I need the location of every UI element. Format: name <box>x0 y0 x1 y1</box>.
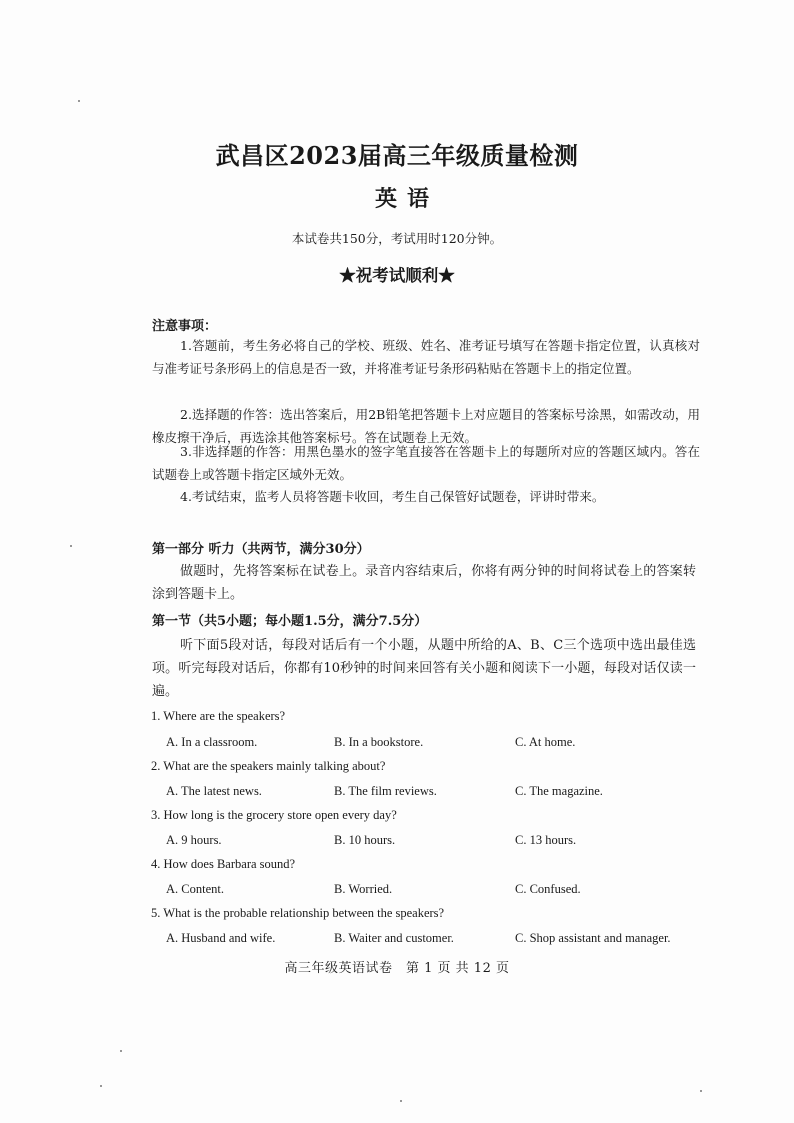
section1-instruction: 听下面5段对话，每段对话后有一个小题，从题中所给的A、B、C三个选项中选出最佳选项。听完每段对话后，你都有10秒钟的时间来回答有关小题和阅读下一小题，每段对话仅读一遍。 <box>152 638 696 699</box>
scan-speck <box>70 545 72 547</box>
scan-speck <box>78 100 80 102</box>
question-2-option-a: A. The latest news. <box>166 784 262 798</box>
question-2: 2. What are the speakers mainly talking about? <box>151 759 386 773</box>
question-1-option-c: C. At home. <box>515 735 576 749</box>
question-5-option-c: C. Shop assistant and manager. <box>515 931 671 945</box>
question-1-option-a: A. In a classroom. <box>166 735 258 749</box>
question-3-option-b: B. 10 hours. <box>334 833 396 847</box>
question-4-option-c: C. Confused. <box>515 882 581 896</box>
question-2-option-b: B. The film reviews. <box>334 784 437 798</box>
question-4: 4. How does Barbara sound? <box>151 857 296 871</box>
question-3: 3. How long is the grocery store open every day? <box>151 808 397 822</box>
section1-heading: 第一节（共5小题；每小题1.5分，满分7.5分） <box>152 614 428 629</box>
notice-heading: 注意事项： <box>152 319 218 334</box>
part1-instruction: 做题时，先将答案标在试卷上。录音内容结束后，你将有两分钟的时间将试卷上的答案转涂到答题卡上。 <box>152 564 696 602</box>
question-2-option-c: C. The magazine. <box>515 784 603 798</box>
subject-title: 英语 <box>374 186 439 212</box>
notice-item-3: 3.非选择题的作答：用黑色墨水的签字笔直接答在答题卡上的每题所对应的答题区域内。答在试题卷上或答题卡指定区域外无效。 <box>152 444 700 482</box>
page-footer: 高三年级英语试卷 第 1 页 共 12 页 <box>284 961 510 976</box>
question-5-option-a: A. Husband and wife. <box>166 931 276 945</box>
notice-item-2: 2.选择题的作答：选出答案后，用2B铅笔把答题卡上对应题目的答案标号涂黑，如需改动，用橡皮擦干净后，再选涂其他答案标号。答在试题卷上无效。 <box>152 407 700 445</box>
good-luck-banner: ★祝考试顺利★ <box>339 266 455 285</box>
scan-speck <box>100 1085 102 1087</box>
question-3-option-a: A. 9 hours. <box>166 833 222 847</box>
exam-info: 本试卷共150分，考试用时120分钟。 <box>291 231 503 246</box>
question-5: 5. What is the probable relationship between the speakers? <box>151 906 445 920</box>
question-4-option-b: B. Worried. <box>334 882 393 896</box>
question-5-option-b: B. Waiter and customer. <box>334 931 454 945</box>
question-1-option-b: B. In a bookstore. <box>334 735 424 749</box>
notice-item-4: 4.考试结束，监考人员将答题卡收回，考生自己保管好试题卷，评讲时带来。 <box>180 489 605 504</box>
notice-item-1: 1.答题前，考生务必将自己的学校、班级、姓名、准考证号填写在答题卡指定位置，认真核对与准考证号条形码上的信息是否一致，并将准考证号条形码粘贴在答题卡上的指定位置。 <box>152 338 700 376</box>
scan-speck <box>120 1050 122 1052</box>
question-1: 1. Where are the speakers? <box>151 709 286 723</box>
page-title: 武昌区2023届高三年级质量检测 <box>215 141 579 170</box>
scan-speck <box>700 1090 702 1092</box>
part1-heading: 第一部分 听力（共两节，满分30分） <box>152 542 370 557</box>
scan-speck <box>400 1100 402 1102</box>
question-4-option-a: A. Content. <box>166 882 224 896</box>
question-3-option-c: C. 13 hours. <box>515 833 577 847</box>
